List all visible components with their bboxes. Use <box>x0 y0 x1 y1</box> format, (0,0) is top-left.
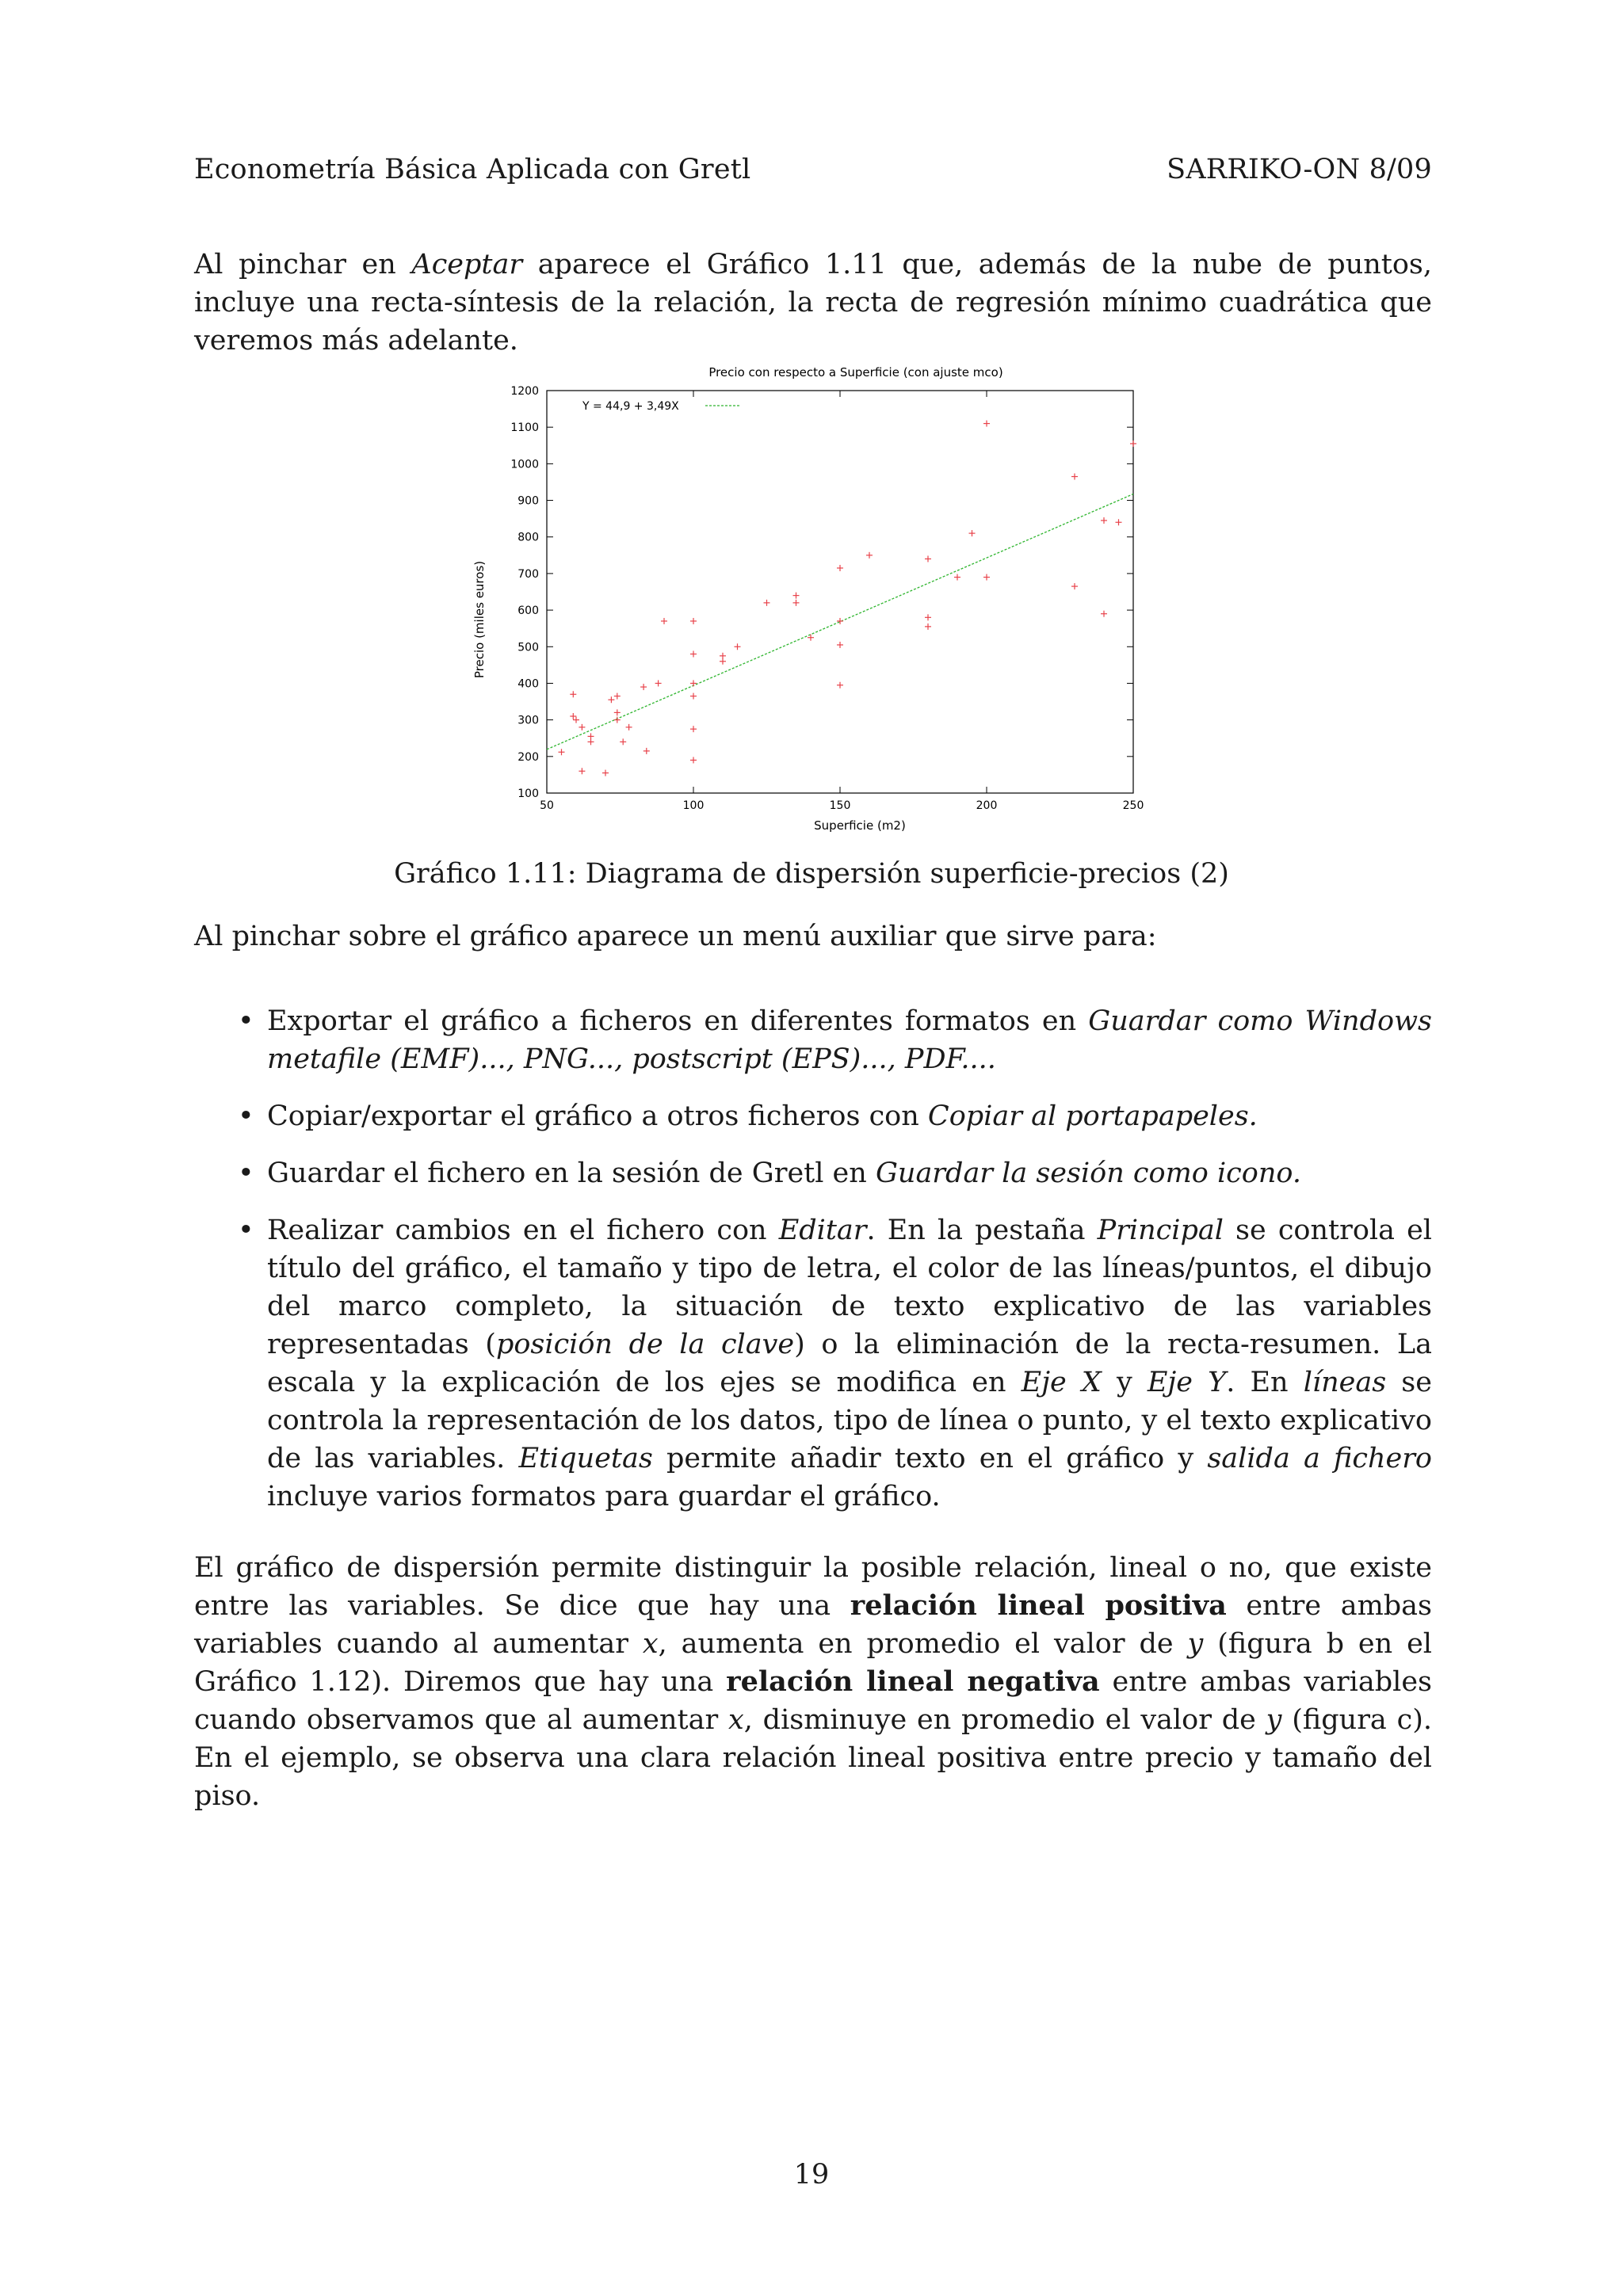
x-tick-label: 250 <box>1122 799 1144 812</box>
data-point <box>969 530 976 536</box>
data-point <box>588 738 594 745</box>
data-point <box>837 565 843 571</box>
intro-aceptar: Aceptar <box>411 249 523 280</box>
bullet-marker: • <box>238 1215 254 1246</box>
bullet-4-em-1: Editar <box>778 1215 867 1246</box>
data-point <box>764 600 770 606</box>
data-point <box>837 618 843 624</box>
menu-options-list <box>194 1002 1432 1535</box>
data-point <box>614 709 621 715</box>
bullet-4-text-7: se controla la representación de los datos, tipo de línea o punto, y el texto explicativo de las variables. <box>267 1367 1432 1474</box>
data-point <box>690 651 697 658</box>
bullet-3-emphasis: Guardar la sesión como icono. <box>875 1158 1301 1189</box>
scatter-points <box>559 421 1137 776</box>
data-point <box>925 624 931 630</box>
bullet-marker: • <box>238 1158 254 1189</box>
data-point <box>640 684 647 690</box>
data-point <box>954 574 960 581</box>
closing-text-3: , aumenta en promedio el valor de <box>658 1628 1188 1660</box>
data-point <box>602 770 609 776</box>
data-point <box>925 555 931 562</box>
data-point <box>866 552 873 559</box>
scatter-chart <box>468 355 1181 842</box>
closing-var-x-2: x <box>728 1704 744 1736</box>
y-axis-label: Precio (miles euros) <box>472 560 487 679</box>
data-point <box>793 593 800 599</box>
data-point <box>579 724 585 730</box>
data-point <box>983 421 990 427</box>
data-point <box>837 682 843 688</box>
data-point <box>720 653 726 659</box>
data-point <box>573 717 579 723</box>
bullet-4-text-5: y <box>1101 1367 1148 1398</box>
y-tick-label: 100 <box>517 788 539 800</box>
bullet-4-text-1: Realizar cambios en el fichero con <box>267 1215 779 1246</box>
list-item <box>194 1097 1432 1135</box>
scatter-figure <box>468 355 1181 842</box>
y-tick-label: 1200 <box>510 385 539 398</box>
data-point <box>643 748 650 754</box>
bullet-1-emphasis: Guardar como Windows metafile (EMF)..., PNG..., postscript (EPS)..., PDF.... <box>267 1005 1432 1075</box>
data-point <box>735 643 741 650</box>
y-tick-label: 500 <box>517 641 539 654</box>
data-point <box>1130 441 1136 447</box>
bullet-4-text-9: incluye varios formatos para guardar el gráfico. <box>267 1481 941 1512</box>
data-point <box>1071 474 1078 480</box>
data-point <box>1116 519 1122 525</box>
closing-var-x-1: x <box>642 1628 659 1660</box>
y-tick-label: 700 <box>517 567 539 581</box>
data-point <box>1101 611 1107 617</box>
data-point <box>1071 583 1078 589</box>
x-tick-label: 100 <box>682 799 705 812</box>
closing-text-2: entre ambas variables cuando al aumentar <box>194 1590 1432 1660</box>
x-axis-label: Superficie (m2) <box>814 818 906 833</box>
closing-var-y-2: y <box>1266 1704 1282 1736</box>
data-point <box>1101 517 1107 524</box>
y-tick-label: 400 <box>517 677 539 691</box>
intro-paragraph <box>194 246 1432 360</box>
bullet-4-text-8: permite añadir texto en el gráfico y <box>652 1443 1208 1474</box>
bullet-4-em-2: Principal <box>1097 1215 1224 1246</box>
closing-text-5: entre ambas variables cuando observamos que al aumentar <box>194 1666 1433 1736</box>
y-tick-label: 200 <box>517 750 539 764</box>
y-tick-label: 900 <box>517 494 539 508</box>
list-item <box>194 1211 1432 1516</box>
bullet-4-em-5: Eje Y <box>1147 1367 1227 1398</box>
menu-intro-paragraph: Al pinchar sobre el gráfico aparece un menú auxiliar que sirve para: <box>194 921 1157 952</box>
chart-axes <box>547 391 1133 793</box>
bullet-4-text-2: . En la pestaña <box>866 1215 1098 1246</box>
y-tick-label: 300 <box>517 714 539 727</box>
list-item <box>194 1154 1432 1192</box>
data-point <box>837 642 843 648</box>
header-book-title: Econometría Básica Aplicada con Gretl <box>194 154 751 185</box>
data-point <box>579 768 585 774</box>
running-header <box>194 154 1432 185</box>
x-tick-label: 50 <box>540 799 554 812</box>
data-point <box>588 733 594 739</box>
bullet-4-text-3: se controla el título del gráfico, el tamaño y tipo de letra, el color de las líneas/puntos, el dibujo del marco completo, la situación de texto explicativo de las variables representadas ( <box>267 1215 1432 1360</box>
y-tick-label: 1100 <box>510 421 539 435</box>
bullet-4-em-4: Eje X <box>1021 1367 1102 1398</box>
bullet-2-text: Copiar/exportar el gráfico a otros ficheros con <box>267 1100 928 1132</box>
data-point <box>570 691 576 697</box>
x-tick-label: 150 <box>829 799 851 812</box>
closing-text-4: (figura b en el Gráfico 1.12). Diremos que hay una <box>194 1628 1432 1698</box>
data-point <box>690 680 697 686</box>
bullet-4-em-6: líneas <box>1303 1367 1387 1398</box>
data-point <box>690 726 697 732</box>
closing-bold-positive: relación lineal positiva <box>850 1589 1227 1622</box>
data-point <box>793 600 800 606</box>
closing-bold-negative: relación lineal negativa <box>726 1665 1100 1698</box>
data-point <box>559 749 565 755</box>
closing-text-7: (figura c). En el ejemplo, se observa una clara relación lineal positiva entre precio y tamaño del piso. <box>194 1704 1432 1812</box>
figure-caption: Gráfico 1.11: Diagrama de dispersión superficie-precios (2) <box>394 858 1229 890</box>
list-item <box>194 1002 1432 1078</box>
bullet-2-emphasis: Copiar al portapapeles. <box>927 1100 1258 1132</box>
chart-title: Precio con respecto a Superficie (con ajuste mco) <box>708 365 1003 379</box>
data-point <box>570 713 576 719</box>
y-tick-label: 800 <box>517 531 539 544</box>
data-point <box>925 614 931 620</box>
closing-text-6: , disminuye en promedio el valor de <box>743 1704 1266 1736</box>
legend-fit-label: Y = 44,9 + 3,49X <box>582 400 679 413</box>
closing-paragraph <box>194 1549 1432 1815</box>
intro-text-2: aparece el Gráfico 1.11 que, además de la nube de puntos, incluye una recta-síntesis de la relación, la recta de regresión mínimo cuadrática que veremos más adelante. <box>194 249 1433 357</box>
intro-text-1: Al pinchar en <box>194 249 412 280</box>
data-point <box>620 738 626 745</box>
bullet-4-em-3: posición de la clave <box>495 1329 795 1360</box>
bullet-4-text-6: . En <box>1226 1367 1304 1398</box>
data-point <box>655 680 662 686</box>
bullet-marker: • <box>238 1100 254 1132</box>
page-number: 19 <box>793 2159 830 2191</box>
data-point <box>614 717 621 723</box>
data-point <box>690 757 697 763</box>
data-point <box>690 618 697 624</box>
bullet-3-text: Guardar el fichero en la sesión de Gretl en <box>267 1158 876 1189</box>
bullet-4-em-8: salida a fichero <box>1207 1443 1433 1474</box>
data-point <box>983 574 990 581</box>
bullet-marker: • <box>238 1005 254 1037</box>
closing-text-1: El gráfico de dispersión permite distinguir la posible relación, lineal o no, que existe entre las variables. Se dice que hay una <box>194 1552 1432 1622</box>
bullet-4-text-4: ) o la eliminación de la recta-resumen. La escala y la explicación de los ejes se modifica en <box>267 1329 1433 1398</box>
chart-labels <box>472 365 1144 833</box>
bullet-4-em-7: Etiquetas <box>518 1443 653 1474</box>
data-point <box>608 696 614 703</box>
header-series-label: SARRIKO-ON 8/09 <box>1167 154 1432 185</box>
data-point <box>661 618 667 624</box>
data-point <box>614 693 621 700</box>
plot-frame <box>547 391 1133 793</box>
closing-var-y-1: y <box>1187 1628 1204 1660</box>
data-point <box>720 658 726 665</box>
x-tick-label: 200 <box>976 799 998 812</box>
y-tick-label: 600 <box>517 605 539 618</box>
y-tick-label: 1000 <box>510 458 539 471</box>
bullet-1-text: Exportar el gráfico a ficheros en diferentes formatos en <box>267 1005 1089 1037</box>
data-point <box>626 724 632 730</box>
data-point <box>690 693 697 700</box>
